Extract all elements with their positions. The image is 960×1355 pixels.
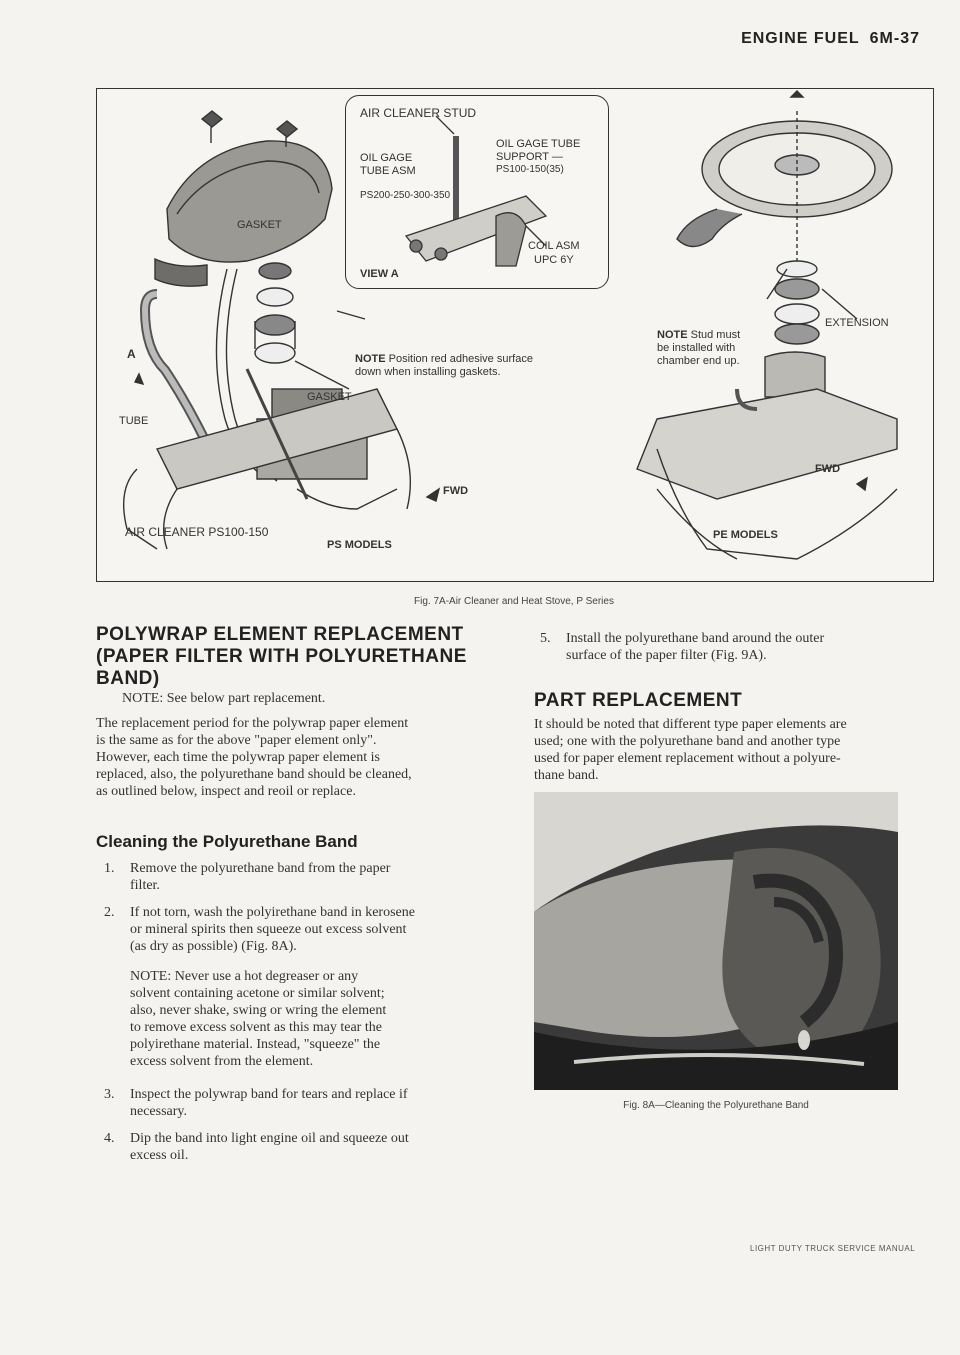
note-position-bold: NOTE [355, 353, 386, 365]
label-oil-gage-tube-asm-1: OIL GAGE [360, 152, 413, 164]
label-gasket-top: GASKET [237, 219, 282, 231]
note-stud [657, 329, 740, 341]
step-line: (as dry as possible) (Fig. 8A). [130, 939, 297, 954]
note-position-line1: Position red adhesive surface [388, 353, 533, 365]
figure-7a-caption: Fig. 7A-Air Cleaner and Heat Stove, P Series [414, 596, 614, 607]
label-oil-gage-tube-support-2: SUPPORT — [496, 151, 563, 163]
label-gasket-bottom: GASKET [307, 391, 352, 403]
paragraph-line: is the same as for the above "paper element only". [96, 733, 377, 748]
page-header [741, 30, 920, 48]
step-5 [540, 630, 920, 670]
step-number: 3. [104, 1087, 115, 1102]
note-line: solvent containing acetone or similar solvent; [130, 986, 385, 1001]
step-line: Dip the band into light engine oil and squeeze out [130, 1131, 409, 1146]
step-line: or mineral spirits then squeeze out excess solvent [130, 922, 407, 937]
step-number: 5. [540, 631, 551, 646]
step-line: Inspect the polywrap band for tears and replace if [130, 1087, 408, 1102]
step-line: excess oil. [130, 1148, 189, 1163]
view-a-inset [345, 95, 609, 289]
label-tube: TUBE [119, 415, 149, 427]
label-oil-gage-tube-asm-2: TUBE ASM [360, 165, 416, 177]
note-line: to remove excess solvent as this may tear the [130, 1020, 382, 1035]
step-3 [104, 1086, 514, 1126]
step-2-note [130, 968, 510, 1070]
note-line: also, never shake, swing or wring the element [130, 1003, 387, 1018]
step-4 [104, 1130, 514, 1170]
label-a: A [127, 347, 136, 361]
label-air-cleaner-ps: AIR CLEANER PS100-150 [125, 525, 269, 539]
part-replacement-paragraph [534, 716, 924, 784]
step-line: necessary. [130, 1104, 188, 1119]
note-line: excess solvent from the element. [130, 1054, 314, 1069]
photo-caption: Fig. 8A—Cleaning the Polyurethane Band [623, 1100, 809, 1111]
page-footer: LIGHT DUTY TRUCK SERVICE MANUAL [750, 1244, 916, 1253]
label-air-cleaner-stud: AIR CLEANER STUD [360, 106, 477, 120]
note-line: polyirethane material. Instead, "squeeze" the [130, 1037, 381, 1052]
paragraph-line: The replacement period for the polywrap paper element [96, 716, 409, 731]
step-line: filter. [130, 878, 160, 893]
figure-7a [96, 88, 934, 582]
paragraph-line: used; one with the polyurethane band and another type [534, 734, 841, 749]
label-upc: UPC 6Y [534, 254, 574, 266]
section-heading-line3: BAND) [96, 668, 160, 689]
photo-illustration [534, 792, 898, 1090]
photo-cleaning-band [534, 792, 898, 1090]
paragraph-line: However, each time the polywrap paper element is [96, 750, 380, 765]
section-heading-line2: (PAPER FILTER WITH POLYURETHANE [96, 646, 467, 667]
paragraph-line: used for paper element replacement without a polyure- [534, 751, 841, 766]
paragraph-line: replaced, also, the polyurethane band should be cleaned, [96, 767, 412, 782]
label-pe-models: PE MODELS [713, 529, 778, 541]
header-page-number: 6M-37 [869, 30, 920, 47]
part-replacement-heading: PART REPLACEMENT [534, 690, 743, 711]
left-column [96, 624, 506, 690]
step-line: Remove the polyurethane band from the paper [130, 861, 391, 876]
label-extension: EXTENSION [825, 317, 889, 329]
label-view-a: VIEW A [360, 268, 399, 280]
note-stud-line3: chamber end up. [657, 355, 740, 367]
label-fwd-left: FWD [443, 485, 469, 497]
paragraph-line: thane band. [534, 768, 599, 783]
note-stud-line2: be installed with [657, 342, 736, 354]
label-coil-asm: COIL ASM [528, 240, 580, 252]
step-number: 2. [104, 905, 115, 920]
label-fwd-right: FWD [815, 463, 841, 475]
step-line: surface of the paper filter (Fig. 9A). [566, 648, 767, 663]
note-stud-line1: Stud must [690, 329, 741, 341]
note-line: NOTE: Never use a hot degreaser or any [130, 969, 359, 984]
step-number: 1. [104, 861, 115, 876]
note-position-line2: down when installing gaskets. [355, 366, 501, 378]
subheading-cleaning: Cleaning the Polyurethane Band [96, 832, 358, 851]
header-section: ENGINE FUEL [741, 30, 860, 47]
label-ps-models: PS MODELS [327, 539, 392, 551]
section-heading-line1: POLYWRAP ELEMENT REPLACEMENT [96, 624, 464, 645]
label-oil-gage-tube-support-1: OIL GAGE TUBE [496, 138, 581, 150]
step-line: Install the polyurethane band around the outer [566, 631, 825, 646]
section-paragraph [96, 715, 511, 800]
label-ps-number: PS200-250-300-350 [360, 190, 451, 201]
note-position [355, 353, 533, 365]
note-stud-bold: NOTE [657, 329, 688, 341]
step-2 [104, 904, 514, 960]
step-line: If not torn, wash the polyirethane band in kerosene [130, 905, 415, 920]
section-note: NOTE: See below part replacement. [122, 691, 326, 706]
step-1 [104, 860, 514, 900]
label-oil-gage-tube-support-3: PS100-150(35) [496, 164, 564, 175]
paragraph-line: as outlined below, inspect and reoil or replace. [96, 784, 356, 799]
step-number: 4. [104, 1131, 115, 1146]
paragraph-line: It should be noted that different type paper elements are [534, 717, 847, 732]
